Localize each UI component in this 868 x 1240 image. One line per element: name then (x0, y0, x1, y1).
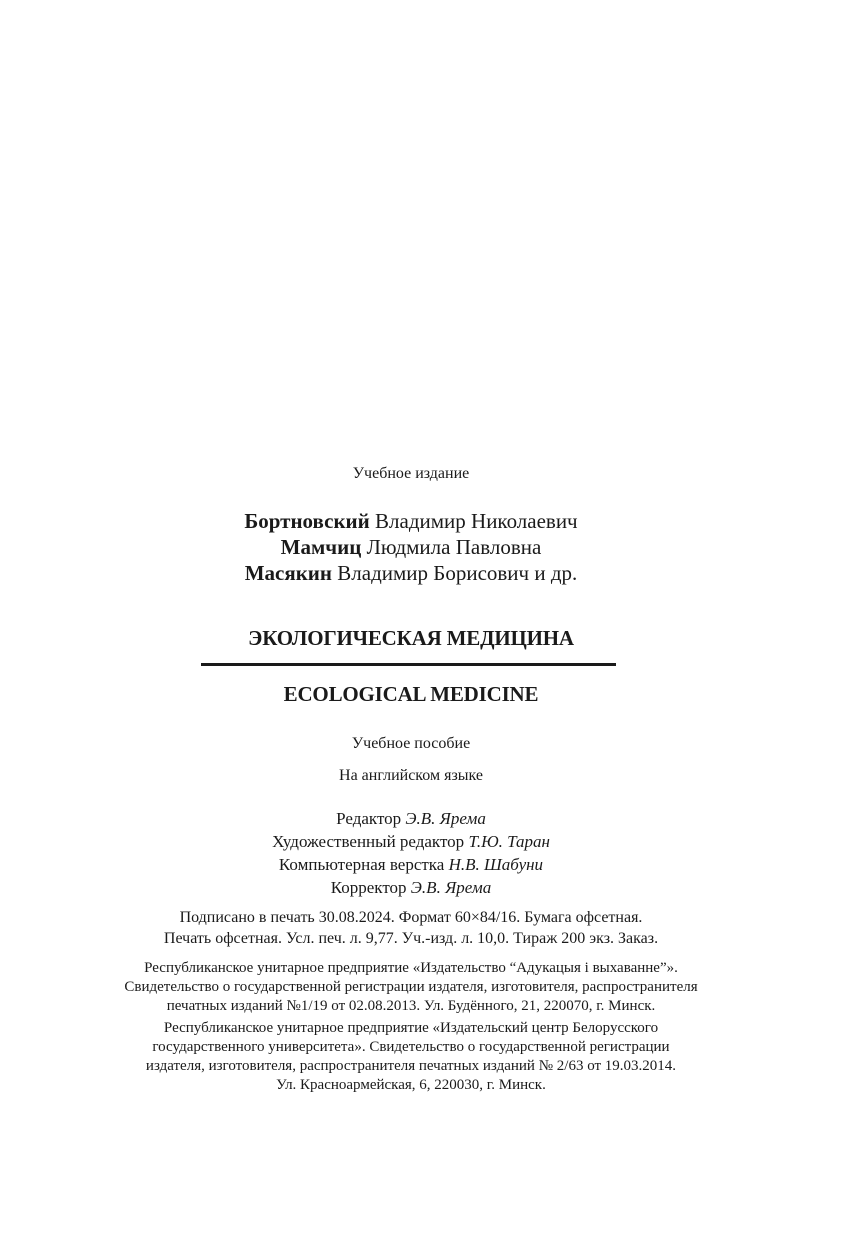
credit-line (0, 807, 822, 830)
author-surname: Масякин (244, 561, 333, 585)
publisher-info-2 (0, 1019, 822, 1095)
publisher-line: Республиканское унитарное предприятие «Издательский центр Белорусского (163, 1020, 659, 1036)
title-divider (201, 663, 616, 666)
publisher-line: Республиканское унитарное предприятие «Издательство “Адукацыя і выхаванне”». (144, 960, 678, 976)
credit-line (0, 876, 822, 899)
author-surname: Мамчиц (280, 535, 362, 559)
language-note: На английском языке (339, 767, 483, 784)
credit-role: Корректор (330, 878, 407, 897)
credit-name: Э.В. Ярема (405, 809, 486, 828)
author-given-name: Людмила Павловна (366, 535, 542, 559)
credit-line (0, 830, 822, 853)
print-info-line: Подписано в печать 30.08.2024. Формат 60×84/16. Бумага офсетная. (179, 909, 643, 926)
credit-role: Компьютерная верстка (278, 855, 445, 874)
credit-role: Редактор (336, 809, 402, 828)
publisher-line: государственного университета». Свидетельство о государственной регистрации (152, 1039, 670, 1055)
title-english: ECOLOGICAL MEDICINE (283, 682, 539, 706)
author-line (0, 508, 822, 534)
author-line (0, 560, 822, 586)
author-given-name: Владимир Николаевич (375, 509, 578, 533)
edition-label: Учебное издание (352, 465, 470, 482)
credit-name: Т.Ю. Таран (468, 832, 550, 851)
publisher-line: печатных изданий №1/19 от 02.08.2013. Ул. Будённого, 21, 220070, г. Минск. (166, 998, 656, 1014)
publisher-line: Свидетельство о государственной регистрации издателя, изготовителя, распространителя (124, 979, 698, 995)
print-info (0, 907, 822, 949)
credit-name: Н.В. Шабуни (448, 855, 544, 874)
title-russian: ЭКОЛОГИЧЕСКАЯ МЕДИЦИНА (248, 626, 574, 650)
publisher-info-1 (0, 959, 822, 1016)
author-surname: Бортновский (244, 509, 370, 533)
author-suffix: и др. (534, 561, 578, 585)
credit-name: Э.В. Ярема (410, 878, 492, 897)
print-info-line: Печать офсетная. Усл. печ. л. 9,77. Уч.-изд. л. 10,0. Тираж 200 экз. Заказ. (163, 930, 659, 947)
subtitle: Учебное пособие (351, 735, 471, 752)
credits-list (0, 807, 822, 899)
credit-role: Художественный редактор (272, 832, 465, 851)
author-line (0, 534, 822, 560)
credit-line (0, 853, 822, 876)
publisher-line: Ул. Красноармейская, 6, 220030, г. Минск. (276, 1077, 546, 1093)
publisher-line: издателя, изготовителя, распространителя печатных изданий № 2/63 от 19.03.2014. (145, 1058, 677, 1074)
authors-list (0, 508, 822, 586)
author-given-name: Владимир Борисович (337, 561, 530, 585)
